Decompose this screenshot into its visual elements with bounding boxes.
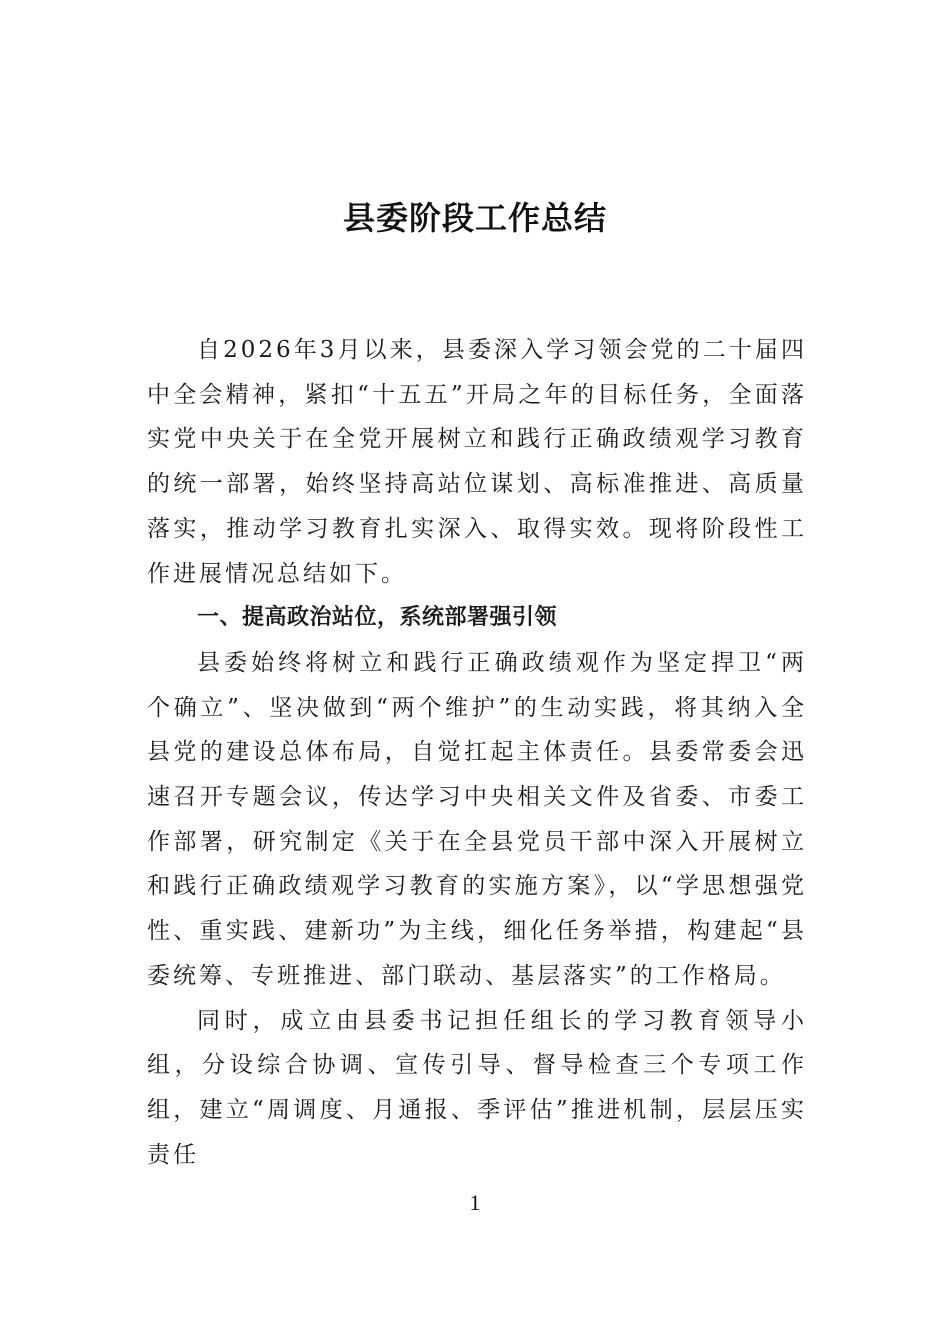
- section-paragraph: 县委始终将树立和践行正确政绩观作为坚定捍卫“两个确立”、坚决做到“两个维护”的生动实践，将其纳入全县党的建设总体布局，自觉扛起主体责任。县委常委会迅速召开专题会议，传达学习中央相关文件及省委、市委工作部署，研究制定《关于在全县党员干部中深入开展树立和践行正确政绩观学习教育的实施方案》，以“学思想强党性、重实践、建新功”为主线，细化任务举措，构建起“县委统筹、专班推进、部门联动、基层落实”的工作格局。: [147, 649, 807, 989]
- section-heading: 一、提高政治站位，系统部署强引领: [197, 605, 558, 631]
- intro-paragraph: 自2026年3月以来，县委深入学习领会党的二十届四中全会精神，紧扣“十五五”开局之年的目标任务，全面落实党中央关于在全党开展树立和践行正确政绩观学习教育的统一部署，始终坚持高站位谋划、高标准推进、高质量落实，推动学习教育扎实深入、取得实效。现将阶段性工作进展情况总结如下。: [147, 337, 807, 587]
- section-paragraph: 同时，成立由县委书记担任组长的学习教育领导小组，分设综合协调、宣传引导、督导检查三个专项工作组，建立“周调度、月通报、季评估”推进机制，层层压实责任: [147, 1007, 807, 1168]
- document-title: 县委阶段工作总结: [342, 199, 607, 237]
- document-body: [147, 328, 807, 1177]
- page-number: 1: [469, 1190, 481, 1215]
